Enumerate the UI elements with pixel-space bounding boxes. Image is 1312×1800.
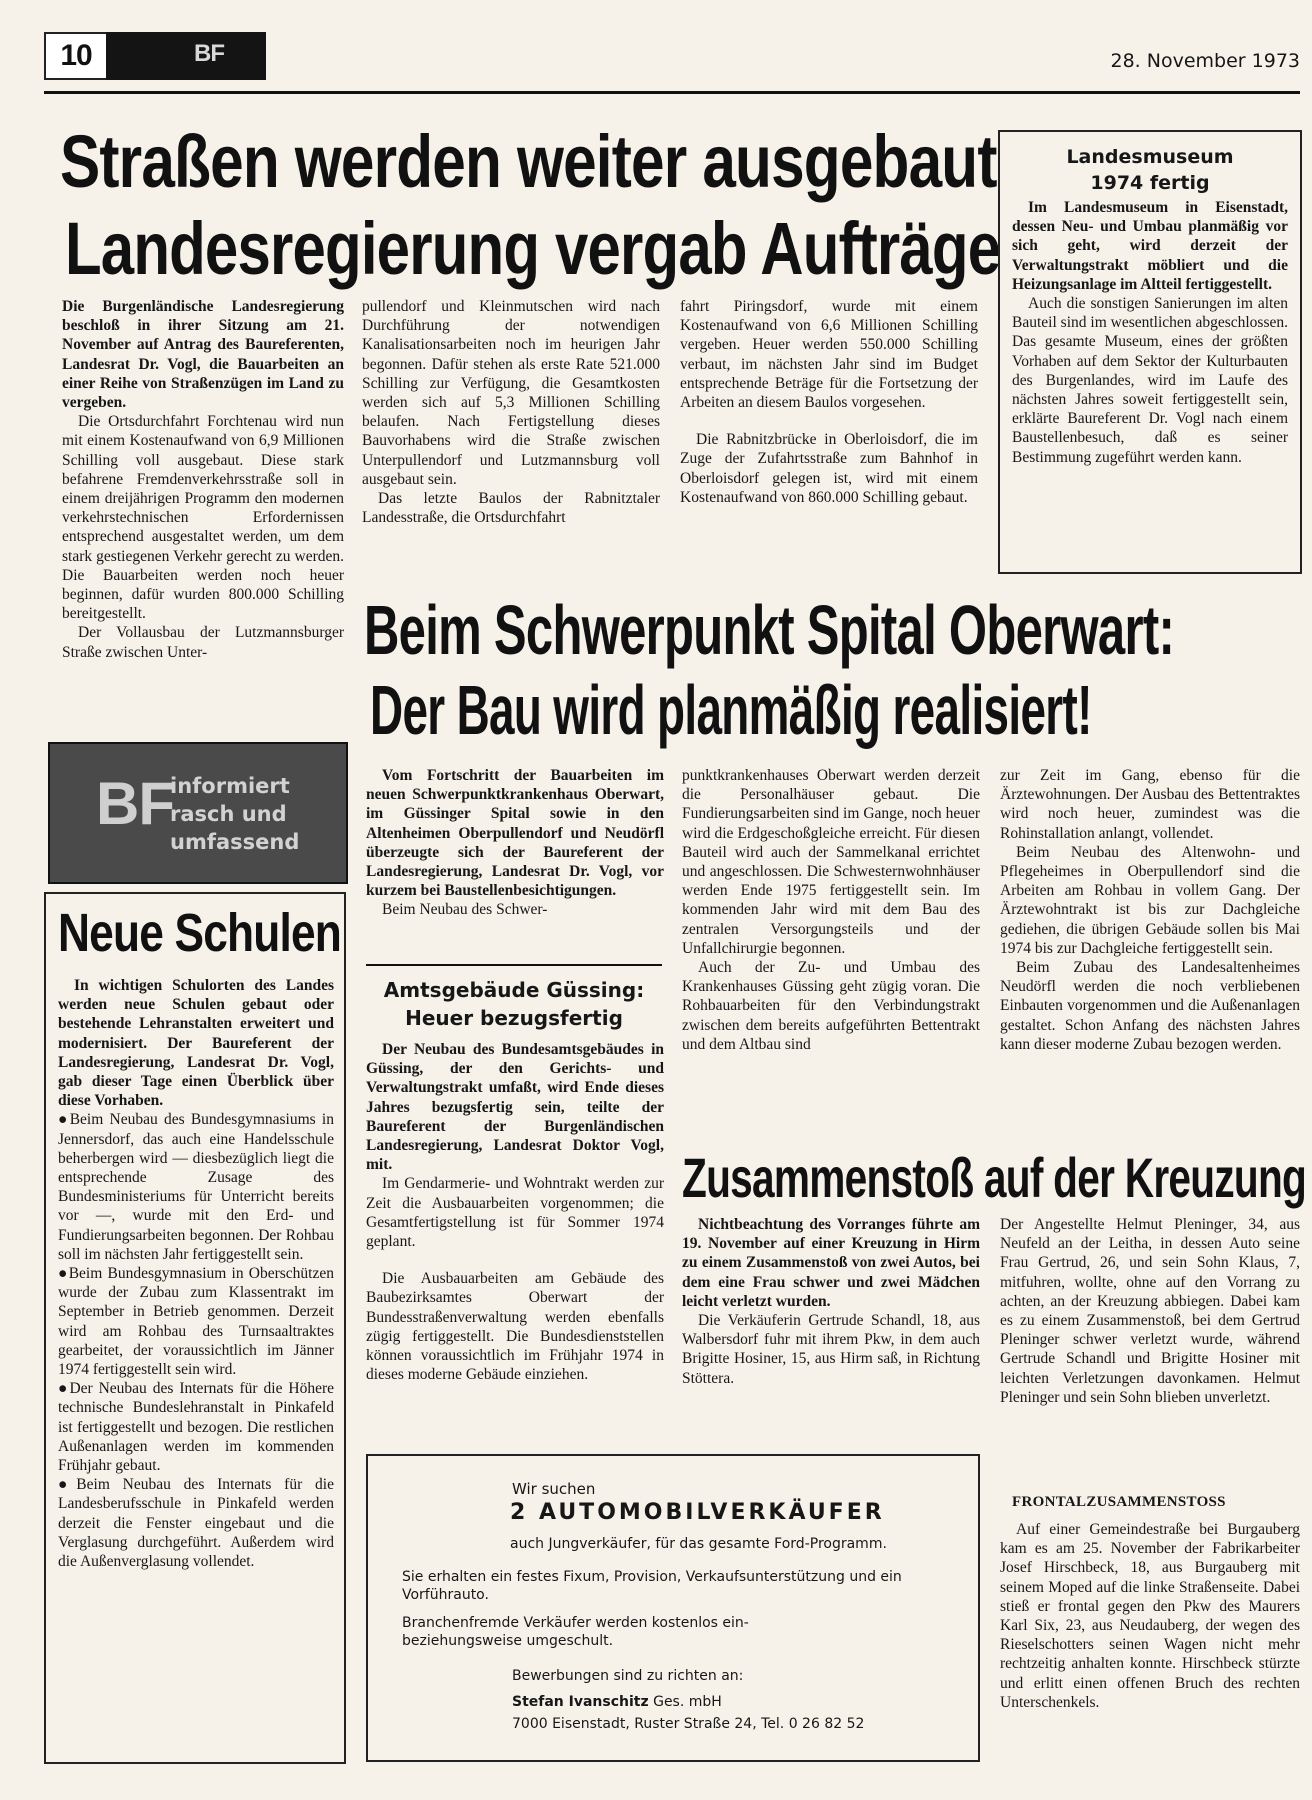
body-paragraph: Auch der Zu- und Umbau des Krankenhauses Güssing geht zügig voran. Die Rohbauarbeiten für den Verbindungstrakt zwischen dem bereits aufgeführten Bettentrakt und dem Altbau sind (682, 959, 984, 1053)
masthead-rule (44, 91, 1300, 94)
page-number: 10 (60, 39, 92, 72)
bullet-icon: ● (58, 1380, 70, 1398)
promo-line-3: umfassend (170, 830, 300, 854)
ad-line-4: Branchenfremde Verkäufer werden kostenlos ein- beziehungsweise umgeschult. (402, 1615, 749, 1649)
body-paragraph: Das letzte Baulos der Rabnitztaler Landesstraße, die Ortsdurchfahrt (362, 490, 664, 527)
lead-headline-2: Landesregierung vergab Aufträge (65, 207, 1001, 290)
schools-bullet: ●Beim Bundesgymnasium in Oberschützen wurde der Zubau zum Klassentrakt im September in Betrieb genommen. Derzeit wird am Rohbau des Turnsaaltraktes gearbeitet, der voraussichtlich im Jänner 1974 fertiggestellt sein wird. (58, 1265, 338, 1379)
body-paragraph: punktkrankenhauses Oberwart werden derzeit die Personalhäuser gebaut. Die Fundierungsarbeiten sind im Gange, noch heuer wird die Erdgeschoßgleiche erreicht. Für diesen Bauteil wird auch der Sammelkanal errichtet und angeschlossen. Die Schwesternwohnhäuser werden Ende 1975 fertiggestellt sein. Im kommenden Jahr wird mit dem Bau des zentralen Versorgungsteils und der Unfallchirurgie begonnen. (682, 767, 984, 957)
collision-lead: Nichtbeachtung des Vorranges führte am 19. November auf einer Kreuzung in Hirm zu einem Zusammenstoß von zwei Autos, bei dem eine Frau schwer und zwei Mädchen leicht verletzt wurden. (682, 1216, 984, 1310)
promo-logo: BF (96, 770, 174, 837)
body-paragraph: Die Ausbauarbeiten am Gebäude des Baubezirksamtes Oberwart der Bundesstraßenverwaltung werden ebenfalls zügig fertiggestellt. Die Bundesdienststellen können voraussichtlich im Frühjahr 1974 in dieses moderne Gebäude einziehen. (366, 1270, 668, 1384)
schools-box (44, 892, 346, 1764)
amts-lead: Der Neubau des Bundesamtsgebäudes in Güssing, der den Gerichts- und Verwaltungstrakt umfaßt, wird Ende dieses Jahres bezugsfertig sein, teilte der Baureferent der Burgenländischen Landesregierung, Landesrat Doktor Vogl, mit. (366, 1041, 668, 1174)
body-paragraph: fahrt Piringsdorf, wurde mit einem Kostenaufwand von 6,6 Millionen Schilling vergeben. Heuer werden 550.000 Schilling verbaut, im nächsten Jahr sind im Budget entsprechende Beträge für die Fortsetzung der Arbeiten an diesem Baulos vorgesehen. (680, 298, 982, 412)
amts-body (366, 1040, 668, 1384)
hospital-col2 (682, 766, 984, 1054)
promo-box (48, 742, 348, 884)
body-paragraph: Im Gendarmerie- und Wohntrakt werden zur Zeit die Ausbauarbeiten vorgenommen; die Gesamtfertigstellung ist für Sommer 1974 geplant. (366, 1175, 668, 1251)
schools-headline: Neue Schulen (58, 903, 341, 963)
section-banner (106, 32, 266, 80)
body-paragraph: Die Verkäuferin Gertrude Schandl, 18, aus Walbersdorf fuhr mit ihrem Pkw, in dem auch Brigitte Hosiner, 15, aus Hirm saß, in Richtung Stöttera. (682, 1312, 984, 1387)
bullet-icon: ● (58, 1476, 77, 1494)
collision-col2 (1000, 1215, 1304, 1407)
ad-title: 2 AUTOMOBILVERKÄUFER (510, 1500, 885, 1525)
bullet-icon: ● (58, 1265, 69, 1283)
hospital-col1 (366, 766, 668, 920)
issue-date: 28. November 1973 (1110, 50, 1300, 72)
lead-article-col1 (62, 297, 348, 662)
hospital-lead: Vom Fortschritt der Bauarbeiten im neuen Schwerpunktkrankenhaus Oberwart, im Güssinger Spital sowie in den Altenheimen Oberpullendorf und Neudörfl überzeugte sich der Baureferent der Landesregierung, Landesrat Dr. Vogl, vor kurzem bei Baustellenbesichtigungen. (366, 767, 668, 900)
schools-bullet: ●Beim Neubau des Bundesgymnasiums in Jennersdorf, das auch eine Handelsschule beherbergen wird — diesbezüglich liegt die entsprechende Zusage des Bundesministeriums für Unterricht bereits vor —, wurde mit den Erd- und Fundierungsarbeiten begonnen. Der Rohbau soll im nächsten Jahr fertiggestellt sein. (58, 1111, 338, 1263)
promo-line-1: informiert (170, 774, 290, 798)
ad-company-suffix: Ges. mbH (653, 1694, 722, 1710)
ad-line-1: Wir suchen (512, 1480, 596, 1498)
hospital-col1-tail: Beim Neubau des Schwer- (382, 901, 548, 919)
hospital-headline-1: Beim Schwerpunkt Spital Oberwart: (364, 591, 1175, 669)
body-paragraph: Der Angestellte Helmut Pleninger, 34, aus Neufeld an der Leitha, in dessen Auto seine Frau Gertrud, 26, und sein Sohn Klaus, 7, mitfuhren, wollte, ohne auf den Vorrang zu achten, an der Kreuzung abbiegen. Dabei kam es zu einem Zusammenstoß, bei dem Gertrud Pleninger schwer verletzt wurde, während Gertrude Schandl und Brigitte Hosiner mit leichten Verletzungen davonkamen. Helmut Pleninger und sein Sohn blieben unverletzt. (1000, 1216, 1304, 1406)
promo-line-2: rasch und (170, 802, 287, 826)
ad-company-line (512, 1694, 722, 1710)
body-paragraph: Auf einer Gemeindestraße bei Burgauberg kam es am 25. November der Fabrikarbeiter Josef Hirschbeck, 18, aus Burgauberg mit seinem Moped auf die linke Straßenseite. Dabei stieß er frontal gegen den Pkw des Maurers Karl Six, 23, aus Neudauberg, der wegen des Rieselschotters seinen Wagen nicht mehr rechtzeitig anhalten konnte. Hirschbeck stürzte und erlitt einen offenen Bruch des rechten Unterschenkels. (1000, 1521, 1304, 1711)
amts-headline-1: Amtsgebäude Güssing: (383, 978, 645, 1002)
schools-lead: In wichtigen Schulorten des Landes werden neue Schulen gebaut oder bestehende Lehranstalten erweitert und modernisiert. Der Baureferent der Landesregierung, Landesrat Dr. Vogl, gab dieser Tage einen Überblick über diese Vorhaben. (58, 977, 338, 1110)
ad-address: 7000 Eisenstadt, Ruster Straße 24, Tel. 0 26 82 52 (512, 1716, 865, 1732)
job-ad (366, 1454, 980, 1762)
lead-paragraph: Die Burgenländische Landesregierung beschloß in ihrer Sitzung am 21. November auf Antrag des Baureferenten, Landesrat Dr. Vogl, die Bauarbeiten an einer Reihe von Straßenzügen im Land zu vergeben. (62, 298, 348, 412)
lead-headline-1: Straßen werden weiter ausgebaut (60, 120, 997, 203)
lead-article-col3 (680, 297, 982, 507)
body-paragraph: pullendorf und Kleinmutschen wird nach Durchführung der notwendigen Kanalisationsarbeiten noch im heurigen Jahr begonnen. Dafür stehen als erste Rate 521.000 Schilling zur Verfügung, die Gesamtkosten werden sich auf 5,3 Millionen Schilling belaufen. Nach Fertigstellung dieses Bauvorhabens wird die Straße zwischen Unterpullendorf und Lutzmannsburg voll ausgebaut sein. (362, 298, 664, 488)
ad-company: Stefan Ivanschitz (512, 1694, 649, 1710)
frontal-headline: FRONTALZUSAMMENSTOSS (1012, 1494, 1226, 1510)
schools-bullet: ●Beim Neubau des Internats für die Landesberufsschule in Pinkafeld werden derzeit die Fenster eingebaut und die Verglasung durchgeführt. Außerdem wird die Außenverglasung vollendet. (58, 1476, 338, 1571)
ad-line-2: auch Jungverkäufer, für das gesamte Ford-Programm. (510, 1536, 887, 1552)
bullet-icon: ● (58, 1111, 70, 1129)
body-paragraph: zur Zeit im Gang, ebenso für die Ärztewohnungen. Der Ausbau des Bettentraktes wird noch heuer, zumindest was die Rohinstallation anlangt, vollendet. (1000, 767, 1304, 842)
hospital-col3 (1000, 766, 1304, 1054)
ad-line-5: Bewerbungen sind zu richten an: (512, 1668, 744, 1684)
page-number-box (44, 32, 108, 80)
amts-headline-2: Heuer bezugsfertig (405, 1006, 623, 1030)
body-paragraph: Beim Zubau des Landesaltenheimes Neudörfl werden die noch verbliebenen Einbauten vorgenommen und die Außenanlagen gestaltet. Schon Anfang des nächsten Jahres kann dieser moderne Zubau bezogen werden. (1000, 959, 1304, 1053)
ad-line-3: Sie erhalten ein festes Fixum, Provision, Verkaufsunterstützung und ein Vorführauto. (402, 1569, 902, 1603)
collision-headline: Zusammenstoß auf der Kreuzung (682, 1146, 1307, 1209)
hospital-headline-2: Der Bau wird planmäßig realisiert! (370, 671, 1092, 749)
museum-body: Auch die sonstigen Sanierungen im alten Bauteil sind im wesentlichen abgeschlossen. Das gesamte Museum, eines der größten Vorhaben auf dem Sektor der Kulturbauten des Burgenlandes, wird im Laufe des nächsten Jahres soweit fertiggestellt sein, erklärte Baureferent Dr. Vogl nach einem Baustellenbesuch, daß es seiner Bestimmung zugeführt werden kann. (1012, 295, 1292, 466)
body-paragraph: Beim Neubau des Altenwohn- und Pflegeheimes in Oberpullendorf sind die Arbeiten am Rohbau in vollem Gang. Der Ärztewohntrakt ist bis zur Dachgleiche gediehen, die übrigen Gebäude sollen bis Mai 1974 bis zur Dachgleiche fertiggestellt sein. (1000, 843, 1304, 957)
frontal-body (1000, 1520, 1304, 1712)
schools-bullet: ●Der Neubau des Internats für die Höhere technische Bundeslehranstalt in Pinkafeld ist fertiggestellt und bezogen. Die restlichen Außenanlagen werden im kommenden Frühjahr gebaut. (58, 1380, 338, 1475)
museum-lead: Im Landesmuseum in Eisenstadt, dessen Neu- und Umbau planmäßig vor sich geht, wird derzeit der Verwaltungstrakt möbliert und die Heizungsanlage im Altteil fertiggestellt. (1012, 199, 1292, 293)
amts-rule (366, 964, 662, 966)
museum-title-2: 1974 fertig (1090, 172, 1210, 194)
body-paragraph: Der Vollausbau der Lutzmannsburger Straße zwischen Unter- (62, 624, 348, 661)
lead-article-col2 (362, 297, 664, 527)
collision-col1 (682, 1215, 984, 1388)
body-paragraph: Die Ortsdurchfahrt Forchtenau wird nun mit einem Kostenaufwand von 6,9 Millionen Schilling voll ausgebaut. Diese stark befahrene Fremdenverkehrsstraße soll in einem dreijährigen Programm den modernen verkehrstechnischen Erfordernissen entsprechend ausgestaltet werden, um dem stark gestiegenen Verkehr gerecht zu werden. Die Bauarbeiten werden noch heuer beginnen, dafür wurden 800.000 Schilling bereitgestellt. (62, 413, 348, 623)
section-label: BF (194, 40, 224, 67)
museum-title-1: Landesmuseum (1066, 146, 1234, 168)
body-paragraph: Die Rabnitzbrücke in Oberloisdorf, die im Zuge der Zufahrtsstraße zum Bahnhof in Oberloisdorf gelegen ist, wird mit einem Kostenaufwand von 860.000 Schilling gebaut. (680, 431, 982, 506)
museum-box (998, 130, 1302, 574)
